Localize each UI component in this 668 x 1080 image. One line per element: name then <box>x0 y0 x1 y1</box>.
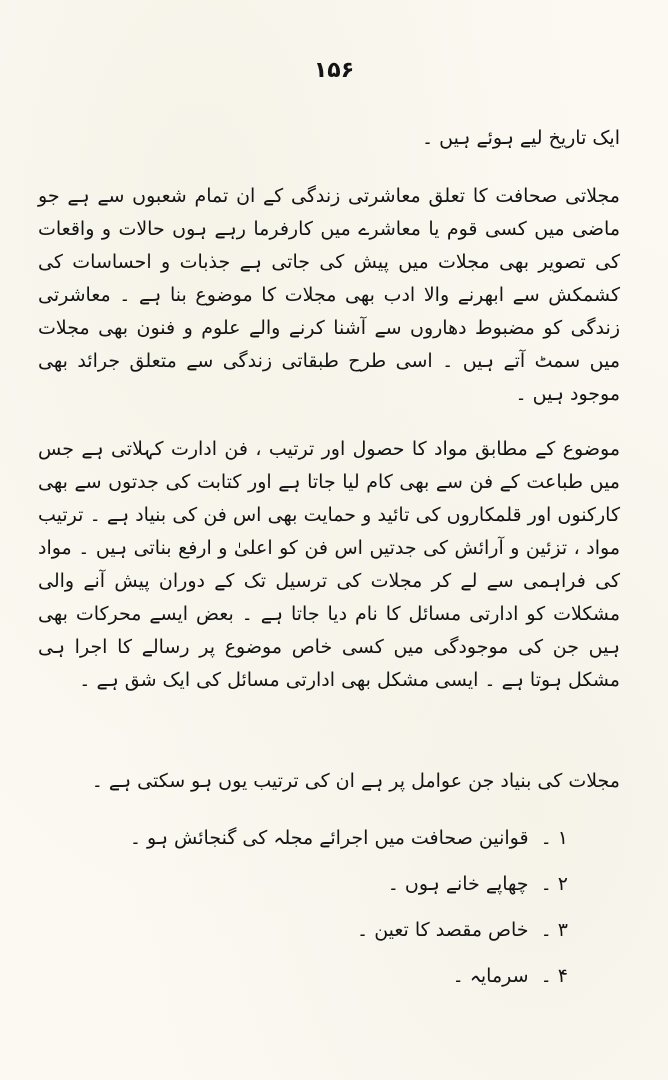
paragraph-1: مجلاتی صحافت کا تعلق معاشرتی زندگی کے ان تمام شعبوں سے ہے جو ماضی میں کسی قوم یا معاشرے میں کارفرما رہے ہوں حالات و واقعات کی تصویر بھی مجلات میں پیش کی جاتی ہے جذبات و احساسات کی کشمکش سے ابھرنے والا ادب بھی مجلات کا موضوع بنا ہے ۔ معاشرتی زندگی کو مضبوط دھاروں سے آشنا کرنے والے علوم و فنون بھی مجلات میں سمٹ آتے ہیں ۔ اسی طرح طبقاتی زندگی سے متعلق جرائد بھی موجود ہیں ۔ <box>38 185 620 405</box>
list-item-text: چھاپے خانے ہوں ۔ <box>387 873 529 895</box>
list-item-text: خاص مقصد کا تعین ۔ <box>357 919 529 941</box>
list-item <box>68 861 568 907</box>
list-item <box>68 953 568 999</box>
opening-line: ایک تاریخ لیے ہوئے ہیں ۔ <box>421 127 620 149</box>
page-number: ۱۵۶ <box>313 58 355 83</box>
paragraph-2: موضوع کے مطابق مواد کا حصول اور ترتیب ، فن ادارت کہلاتی ہے جس میں طباعت کے فن سے بھی کام لیا جاتا ہے اور کتابت کی جدتوں سے بھی کارکنوں اور قلمکاروں کی تائید و حمایت بھی اس فن کی بنیاد ہے ۔ ترتیب مواد ، تزئین و آرائش کی جدتیں اس فن کو اعلیٰ و ارفع بناتی ہیں ۔ مواد کی فراہمی سے لے کر مجلات کی ترسیل تک کے دوران پیش آنے والی مشکلات کو ادارتی مسائل کا نام دیا جاتا ہے ۔ بعض ایسے محرکات بھی ہیں جن کی موجودگی میں کسی خاص موضوع پر رسالے کا اجرا ہی مشکل ہوتا ہے ۔ ایسی مشکل بھی ادارتی مسائل کی ایک شق ہے ۔ <box>38 438 620 691</box>
list-item <box>68 907 568 953</box>
list-item-number: ۲ ۔ <box>540 873 568 895</box>
list-item-number: ۱ ۔ <box>540 827 568 849</box>
list-item-text: سرمایہ ۔ <box>452 965 529 987</box>
list-item <box>68 815 568 861</box>
list-item-number: ۳ ۔ <box>540 919 568 941</box>
list-item-number: ۴ ۔ <box>540 965 568 987</box>
paragraph-3: مجلات کی بنیاد جن عوامل پر ہے ان کی ترتیب یوں ہو سکتی ہے ۔ <box>91 770 620 792</box>
factors-list <box>68 815 568 999</box>
list-item-text: قوانین صحافت میں اجرائے مجلہ کی گنجائش ہو ۔ <box>129 827 529 849</box>
